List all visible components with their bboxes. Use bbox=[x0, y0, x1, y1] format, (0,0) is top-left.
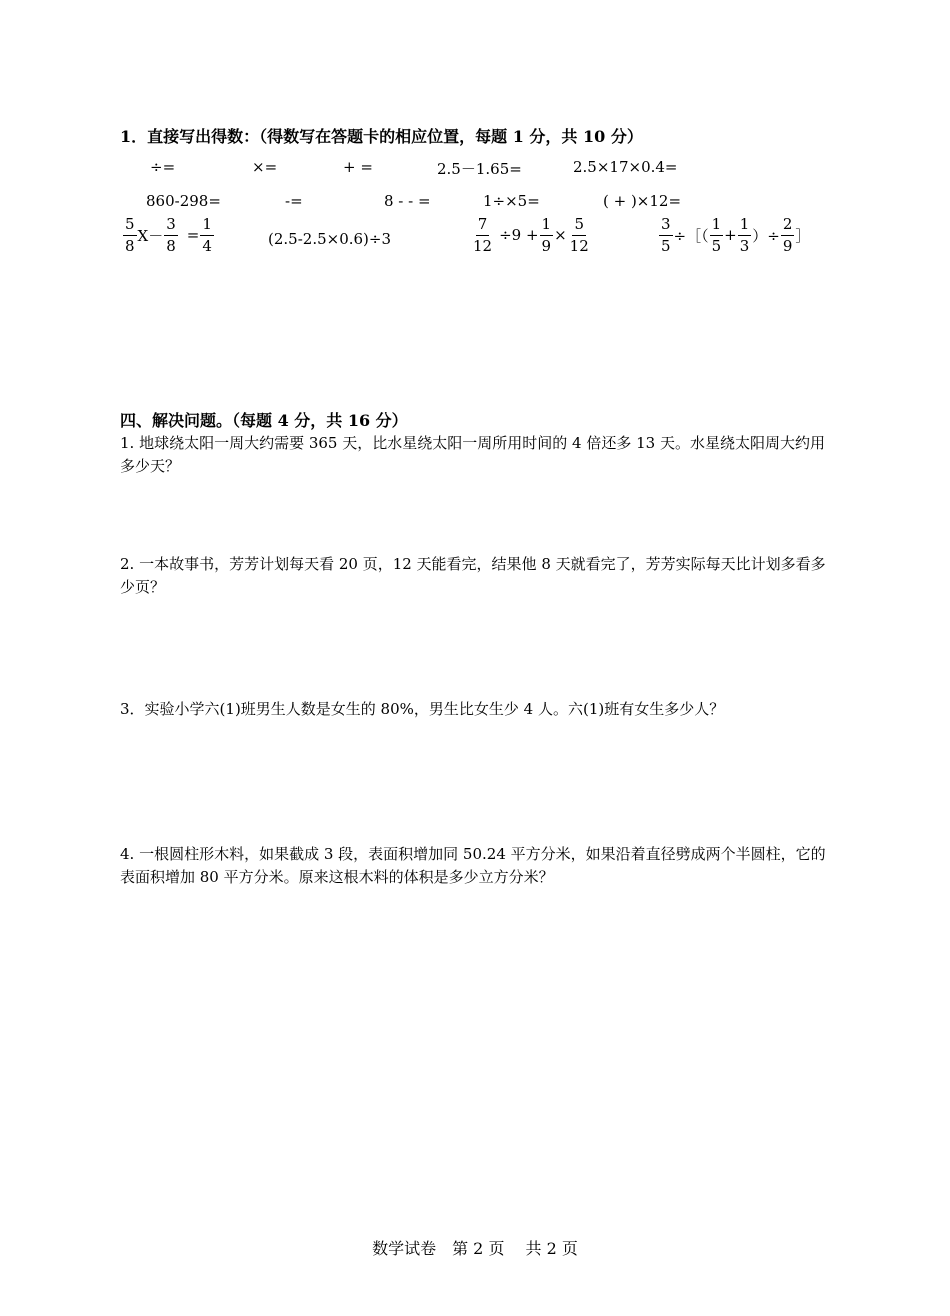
word-problem: 2. 一本故事书，芳芳计划每天看 20 页，12 天能看完，结果他 8 天就看完了，芳芳实际每天比计划多看多少页？ bbox=[120, 555, 826, 596]
mental-math-item: (2.5-2.5×0.6)÷3 bbox=[268, 230, 392, 248]
word-problem: 1. 地球绕太阳一周大约需要 365 天，比水星绕太阳一周所用时间的 4 倍还多 13 天。水星绕太阳周大约用多少天？ bbox=[120, 434, 825, 475]
fraction-expression: $\frac{3}{5}$ ÷［（ $\frac{1}{5}$ + $\frac{1}{3}$ ）÷ $\frac{2}{9}$ ］ bbox=[661, 215, 811, 255]
fraction-expression: $\frac{7}{12}$ ÷9 + $\frac{1}{9}$ × $\frac{5}{12}$ bbox=[473, 215, 589, 255]
mental-math-item: 1÷×5= bbox=[483, 192, 540, 210]
fraction: $\frac{5}{12}$ bbox=[569, 215, 589, 255]
fraction: $\frac{1}{9}$ bbox=[541, 215, 552, 255]
fraction: $\frac{1}{5}$ bbox=[711, 215, 722, 255]
fraction: $\frac{7}{12}$ bbox=[473, 215, 493, 255]
fraction: $\frac{1}{4}$ bbox=[202, 215, 212, 255]
mental-math-item: 860-298= bbox=[146, 192, 221, 210]
section1-heading: 1．直接写出得数：（得数写在答题卡的相应位置，每题 1 分，共 10 分） bbox=[120, 127, 643, 146]
section4-heading: 四、解决问题。（每题 4 分，共 16 分） bbox=[120, 411, 408, 430]
fraction: $\frac{3}{8}$ bbox=[166, 215, 176, 255]
word-problem: 4. 一根圆柱形木料，如果截成 3 段，表面积增加同 50.24 平方分米，如果沿着直径劈成两个半圆柱，它的表面积增加 80 平方分米。原来这根木料的体积是多少立方分米？ bbox=[120, 845, 826, 886]
mental-math-item: -= bbox=[285, 192, 303, 210]
mental-math-item: 2.5－1.65= bbox=[437, 160, 522, 178]
mental-math-item: ( + )×12= bbox=[603, 192, 682, 210]
mental-math-item: ÷= bbox=[150, 158, 176, 176]
mental-math-item: 8 - - = bbox=[384, 192, 431, 210]
mental-math-item: ×= bbox=[252, 158, 278, 176]
fraction: $\frac{3}{5}$ bbox=[661, 215, 671, 255]
word-problem: 3．实验小学六(1)班男生人数是女生的 80%，男生比女生少 4 人。六(1)班有女生多少人？ bbox=[120, 700, 725, 718]
mental-math-item: + = bbox=[343, 158, 373, 176]
fraction: $\frac{2}{9}$ bbox=[782, 215, 793, 255]
page-footer: 数学试卷 第 2 页 共 2 页 bbox=[372, 1239, 578, 1258]
fraction: $\frac{5}{8}$ bbox=[125, 215, 135, 255]
fraction-equation: $\frac{5}{8}$ X－ $\frac{3}{8}$ = $\frac{1}{4}$ bbox=[125, 215, 212, 255]
fraction: $\frac{1}{3}$ bbox=[739, 215, 750, 255]
mental-math-item: 2.5×17×0.4= bbox=[573, 158, 678, 176]
